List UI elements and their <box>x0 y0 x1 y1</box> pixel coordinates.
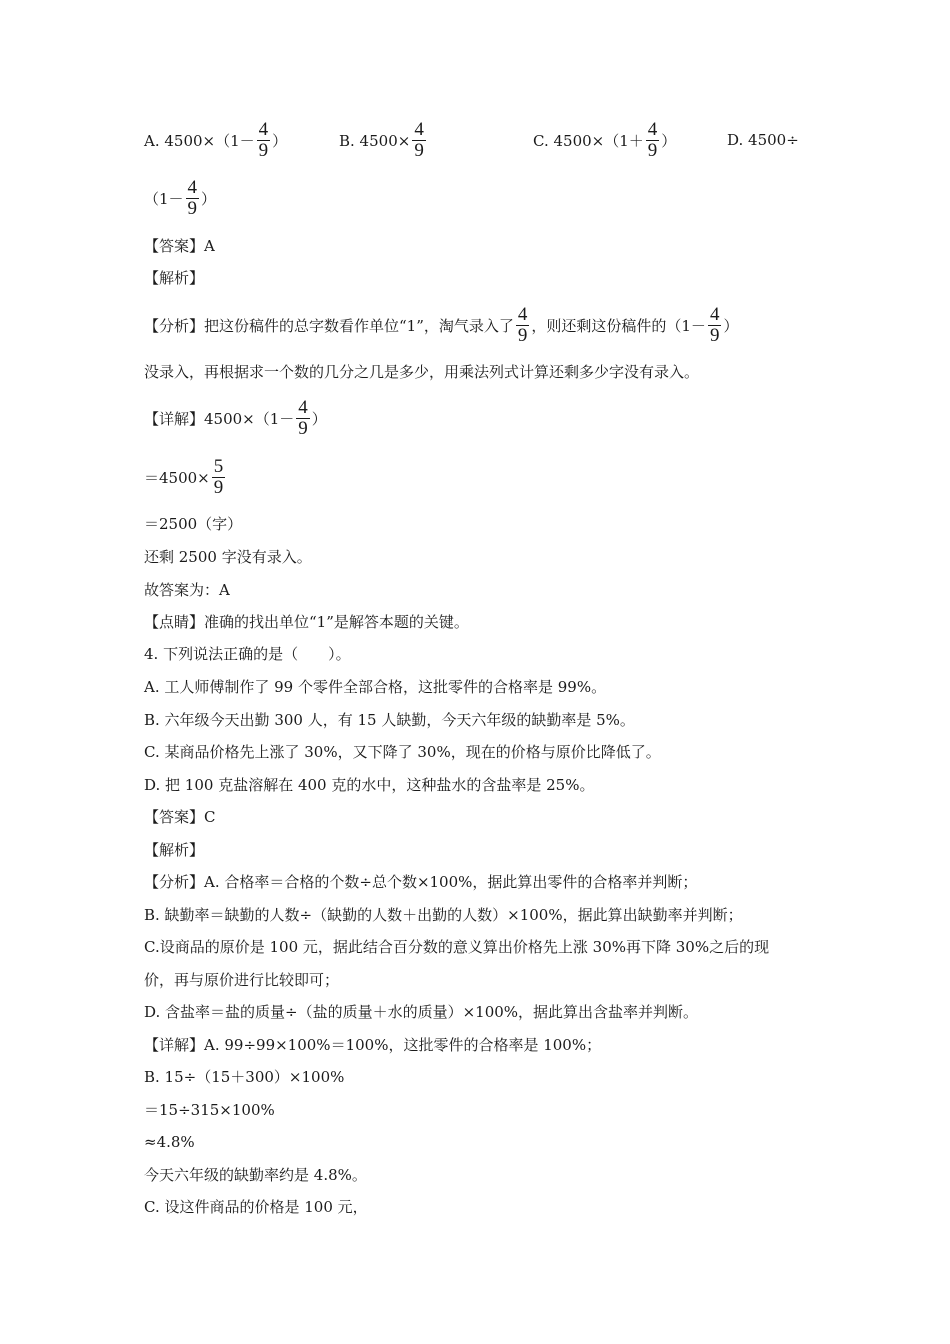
option-d-text: D. 4500÷ <box>727 131 799 149</box>
fraction-denominator: 9 <box>298 418 308 439</box>
analysis-1-heading: 【解析】 <box>144 269 205 287</box>
option-d-continued <box>144 178 216 219</box>
analysis-1-line-2: 没录入，再根据求一个数的几分之几是多少，用乘法列式计算还剩多少字没有录入。 <box>144 363 700 381</box>
fraction-denominator: 9 <box>647 140 658 161</box>
fraction-denominator: 9 <box>414 140 424 161</box>
option-a <box>144 120 287 161</box>
fraction-numerator: 4 <box>517 304 528 325</box>
option-d-cont-close: ） <box>201 189 217 208</box>
fraction-denominator: 9 <box>709 325 720 346</box>
fraction-numerator: 4 <box>709 304 720 325</box>
analysis-1-text-close: ） <box>723 316 739 335</box>
fraction <box>296 398 310 439</box>
analysis-2-c-line-2: 价，再与原价进行比较即可； <box>144 971 340 989</box>
analysis-1-text-mid: ，则还剩这份稿件的（1－ <box>531 316 706 335</box>
analysis-2-a: 【分析】A. 合格率＝合格的个数÷总个数×100%，据此算出零件的合格率并判断； <box>144 873 698 891</box>
detail-2-b-line-1: B. 15÷（15＋300）×100% <box>144 1068 345 1086</box>
option-c-close: ） <box>661 131 677 150</box>
fraction <box>516 305 530 346</box>
fraction-numerator: 4 <box>258 119 269 140</box>
option-a-text: A. 4500×（1－ <box>144 131 255 150</box>
analysis-2-b: B. 缺勤率＝缺勤的人数÷（缺勤的人数＋出勤的人数）×100%，据此算出缺勤率并判断； <box>144 906 743 924</box>
fraction-denominator: 9 <box>258 140 269 161</box>
detail-1-text: 【详解】4500×（1－ <box>144 409 295 428</box>
analysis-1-text: 【分析】把这份稿件的总字数看作单位“1”，淘气录入了 <box>144 316 514 335</box>
fraction-denominator: 9 <box>187 198 198 219</box>
question-4-option-d: D. 把 100 克盐溶解在 400 克的水中，这种盐水的含盐率是 25%。 <box>144 776 595 794</box>
fraction-numerator: 4 <box>647 119 658 140</box>
detail-2-b-line-4: 今天六年级的缺勤率约是 4.8%。 <box>144 1166 367 1184</box>
final-answer-1: 故答案为：A <box>144 581 230 599</box>
question-4-option-a: A. 工人师傅制作了 99 个零件全部合格，这批零件的合格率是 99%。 <box>144 678 607 696</box>
analysis-1-paragraph <box>144 305 738 346</box>
analysis-2-c-line-1: C.设商品的原价是 100 元，据此结合百分数的意义算出价格先上涨 30%再下降 30%之后的现 <box>144 938 770 956</box>
calc-step-1-text: ＝4500× <box>144 468 210 487</box>
fraction <box>646 120 660 161</box>
option-c-text: C. 4500×（1＋ <box>533 131 644 150</box>
detail-2-a: 【详解】A. 99÷99×100%＝100%，这批零件的合格率是 100%； <box>144 1036 602 1054</box>
fraction <box>212 457 226 498</box>
answer-2: 【答案】C <box>144 808 216 826</box>
option-a-close: ） <box>272 131 288 150</box>
detail-2-b-line-2: ＝15÷315×100% <box>144 1101 275 1119</box>
detail-1-close: ） <box>311 409 327 428</box>
calc-step-1 <box>144 457 227 498</box>
fraction-numerator: 4 <box>414 119 424 140</box>
option-c <box>533 120 676 161</box>
question-4: 4. 下列说法正确的是（ ）。 <box>144 645 351 663</box>
option-d-cont-text: （1－ <box>144 189 184 208</box>
detail-1 <box>144 398 327 439</box>
fraction-denominator: 9 <box>517 325 528 346</box>
answer-1: 【答案】A <box>144 237 215 255</box>
detail-2-b-line-3: ≈4.8% <box>144 1133 195 1151</box>
option-d <box>727 130 799 150</box>
option-b-text: B. 4500× <box>339 131 411 150</box>
key-point-1: 【点睛】准确的找出单位“1”是解答本题的关键。 <box>144 613 469 631</box>
fraction <box>708 305 722 346</box>
fraction-numerator: 5 <box>213 456 224 477</box>
fraction <box>257 120 271 161</box>
analysis-2-d: D. 含盐率＝盐的质量÷（盐的质量＋水的质量）×100%，据此算出含盐率并判断。 <box>144 1003 699 1021</box>
fraction-numerator: 4 <box>298 397 308 418</box>
fraction <box>412 120 426 161</box>
question-4-option-c: C. 某商品价格先上涨了 30%，又下降了 30%，现在的价格与原价比降低了。 <box>144 743 661 761</box>
analysis-2-heading: 【解析】 <box>144 841 205 859</box>
fraction-denominator: 9 <box>213 477 224 498</box>
option-b <box>339 120 428 161</box>
remaining-statement: 还剩 2500 字没有录入。 <box>144 548 312 566</box>
detail-2-c-line-1: C. 设这件商品的价格是 100 元， <box>144 1198 368 1216</box>
question-4-option-b: B. 六年级今天出勤 300 人，有 15 人缺勤，今天六年级的缺勤率是 5%。 <box>144 711 635 729</box>
fraction-numerator: 4 <box>187 177 198 198</box>
fraction <box>186 178 200 219</box>
calc-step-2: ＝2500（字） <box>144 515 243 533</box>
